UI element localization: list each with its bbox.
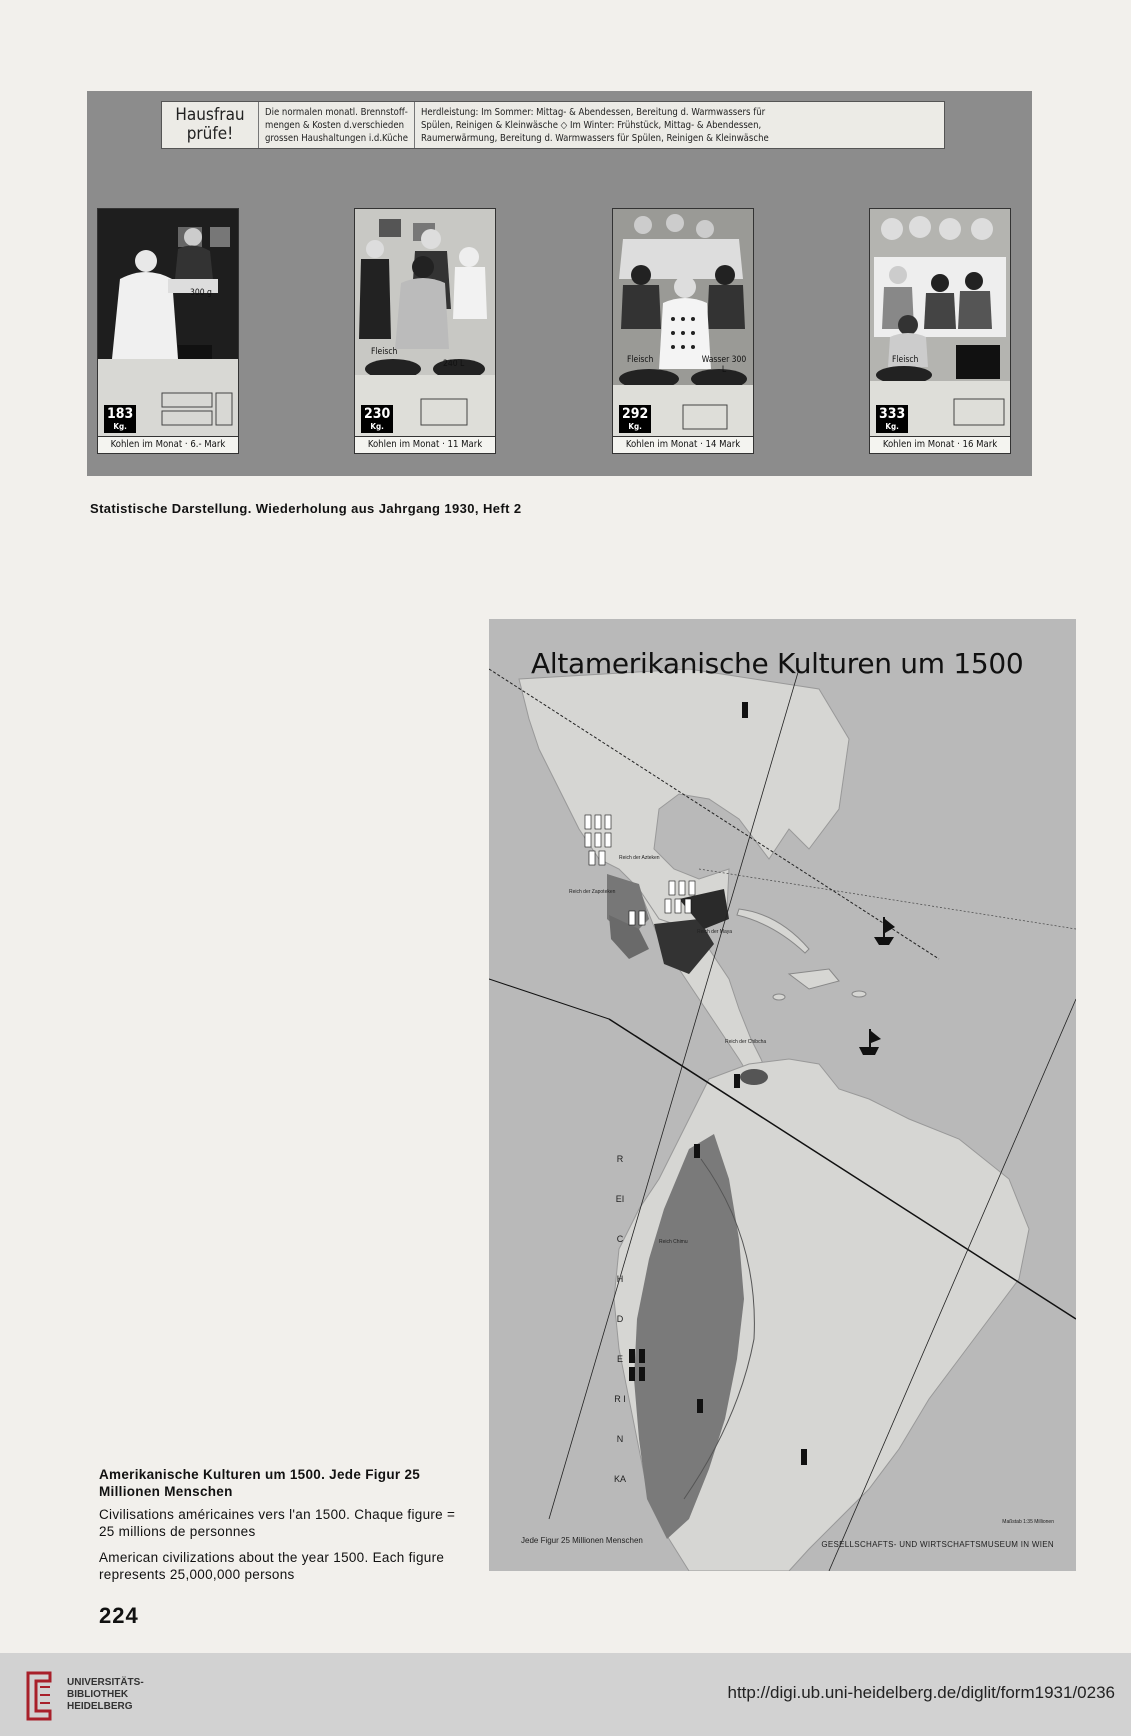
reich-inka-text: REICH DER INKA <box>614 1154 627 1484</box>
map-title: Altamerikanische Kulturen um 1500 <box>531 647 1024 680</box>
map-footnote-right: GESELLSCHAFTS- UND WIRTSCHAFTSMUSEUM IN WIEN <box>821 1540 1054 1549</box>
figure2-caption-fr: Civilisations américaines vers l'an 1500. Chaque figure = 25 millions de personnes <box>99 1507 456 1539</box>
banner-title-line2: prüfe! <box>186 124 234 144</box>
map-label-maya: Reich der Maya <box>697 929 733 935</box>
exhibit-banner <box>161 101 945 149</box>
institution-line: UNIVERSITÄTS- <box>67 1677 144 1688</box>
banner-title-line1: Hausfrau <box>175 105 245 125</box>
coal-amount: 333 <box>879 406 906 422</box>
banner-col2-line: Raumerwärmung, Bereitung d. Warmwassers für Spülen, Reinigen & Kleinwäsche <box>420 132 769 144</box>
panel-label: Wasser 300 L <box>701 355 747 375</box>
banner-col1-line: grossen Haushaltungen i.d.Küche <box>265 132 408 144</box>
library-logo-icon <box>24 1667 54 1725</box>
household-panel-4 <box>869 208 1011 454</box>
map-scale: Maßstab 1:35 Millionen <box>1002 1519 1054 1525</box>
page-number: 224 <box>99 1603 139 1628</box>
banner-col-1 <box>259 102 415 148</box>
coal-per-month: Kohlen im Monat · 11 Mark <box>355 436 495 453</box>
coal-amount: 230 <box>364 406 391 422</box>
coal-unit: Kg. <box>628 422 642 431</box>
library-footer <box>0 1653 1131 1736</box>
panel-label: Fleisch <box>892 355 919 365</box>
coal-amount-badge <box>361 405 393 433</box>
banner-col1-line: mengen & Kosten d.verschieden <box>265 119 405 131</box>
banner-col-2 <box>415 102 944 148</box>
coal-amount-badge <box>619 405 651 433</box>
household-panel-3 <box>612 208 754 454</box>
map-footnote-left: Jede Figur 25 Millionen Menschen <box>521 1536 643 1545</box>
coal-unit: Kg. <box>885 422 899 431</box>
coal-amount: 292 <box>622 406 649 422</box>
permalink[interactable]: http://digi.ub.uni-heidelberg.de/diglit/form1931/0236 <box>727 1683 1115 1702</box>
map-label-chimu: Reich Chimu <box>659 1239 688 1245</box>
coal-per-month: Kohlen im Monat · 16 Mark <box>870 436 1010 453</box>
americas-map <box>489 619 1076 1571</box>
coal-unit: Kg. <box>113 422 127 431</box>
coal-per-month: Kohlen im Monat · 6.- Mark <box>98 436 238 453</box>
figure1-caption: Statistische Darstellung. Wiederholung aus Jahrgang 1930, Heft 2 <box>90 501 522 516</box>
map-label-zapotek: Reich der Zapoteken <box>569 889 616 895</box>
coal-unit: Kg. <box>370 422 384 431</box>
map-label-aztek: Reich der Azteken <box>619 855 660 861</box>
panel-label: Fleisch <box>627 355 654 365</box>
household-panel-1 <box>97 208 239 454</box>
map-label-chibcha: Reich der Chibcha <box>725 1039 767 1045</box>
institution-line: HEIDELBERG <box>67 1701 133 1712</box>
banner-col1-line: Die normalen monatl. Brennstoff- <box>265 106 408 118</box>
banner-col2-line: Spülen, Reinigen & Kleinwäsche ◇ Im Winter: Frühstück, Mittag- & Abendessen, <box>420 119 762 131</box>
banner-col2-line: Herdleistung: Im Sommer: Mittag- & Abendessen, Bereitung d. Warmwassers für <box>420 106 766 118</box>
panel-label: 300 g <box>190 288 212 298</box>
coal-per-month: Kohlen im Monat · 14 Mark <box>613 436 753 453</box>
panel-label: Fleisch <box>371 347 398 357</box>
coal-amount-badge <box>876 405 908 433</box>
household-panel-2 <box>354 208 496 454</box>
panel-label: 240 L <box>443 359 465 369</box>
figure2-caption-en: American civilizations about the year 1500. Each figure represents 25,000,000 persons <box>99 1550 445 1582</box>
map-illustration <box>489 619 1076 1571</box>
institution-line: BIBLIOTHEK <box>67 1689 129 1700</box>
map-label-reich-inka <box>614 1139 626 1499</box>
exhibit-photo <box>87 91 1032 476</box>
banner-title <box>162 102 259 148</box>
coal-amount: 183 <box>107 406 134 422</box>
figure2-caption-de: Amerikanische Kulturen um 1500. Jede Figur 25 Millionen Menschen <box>99 1467 421 1499</box>
coal-amount-badge <box>104 405 136 433</box>
institution-name <box>67 1677 144 1713</box>
